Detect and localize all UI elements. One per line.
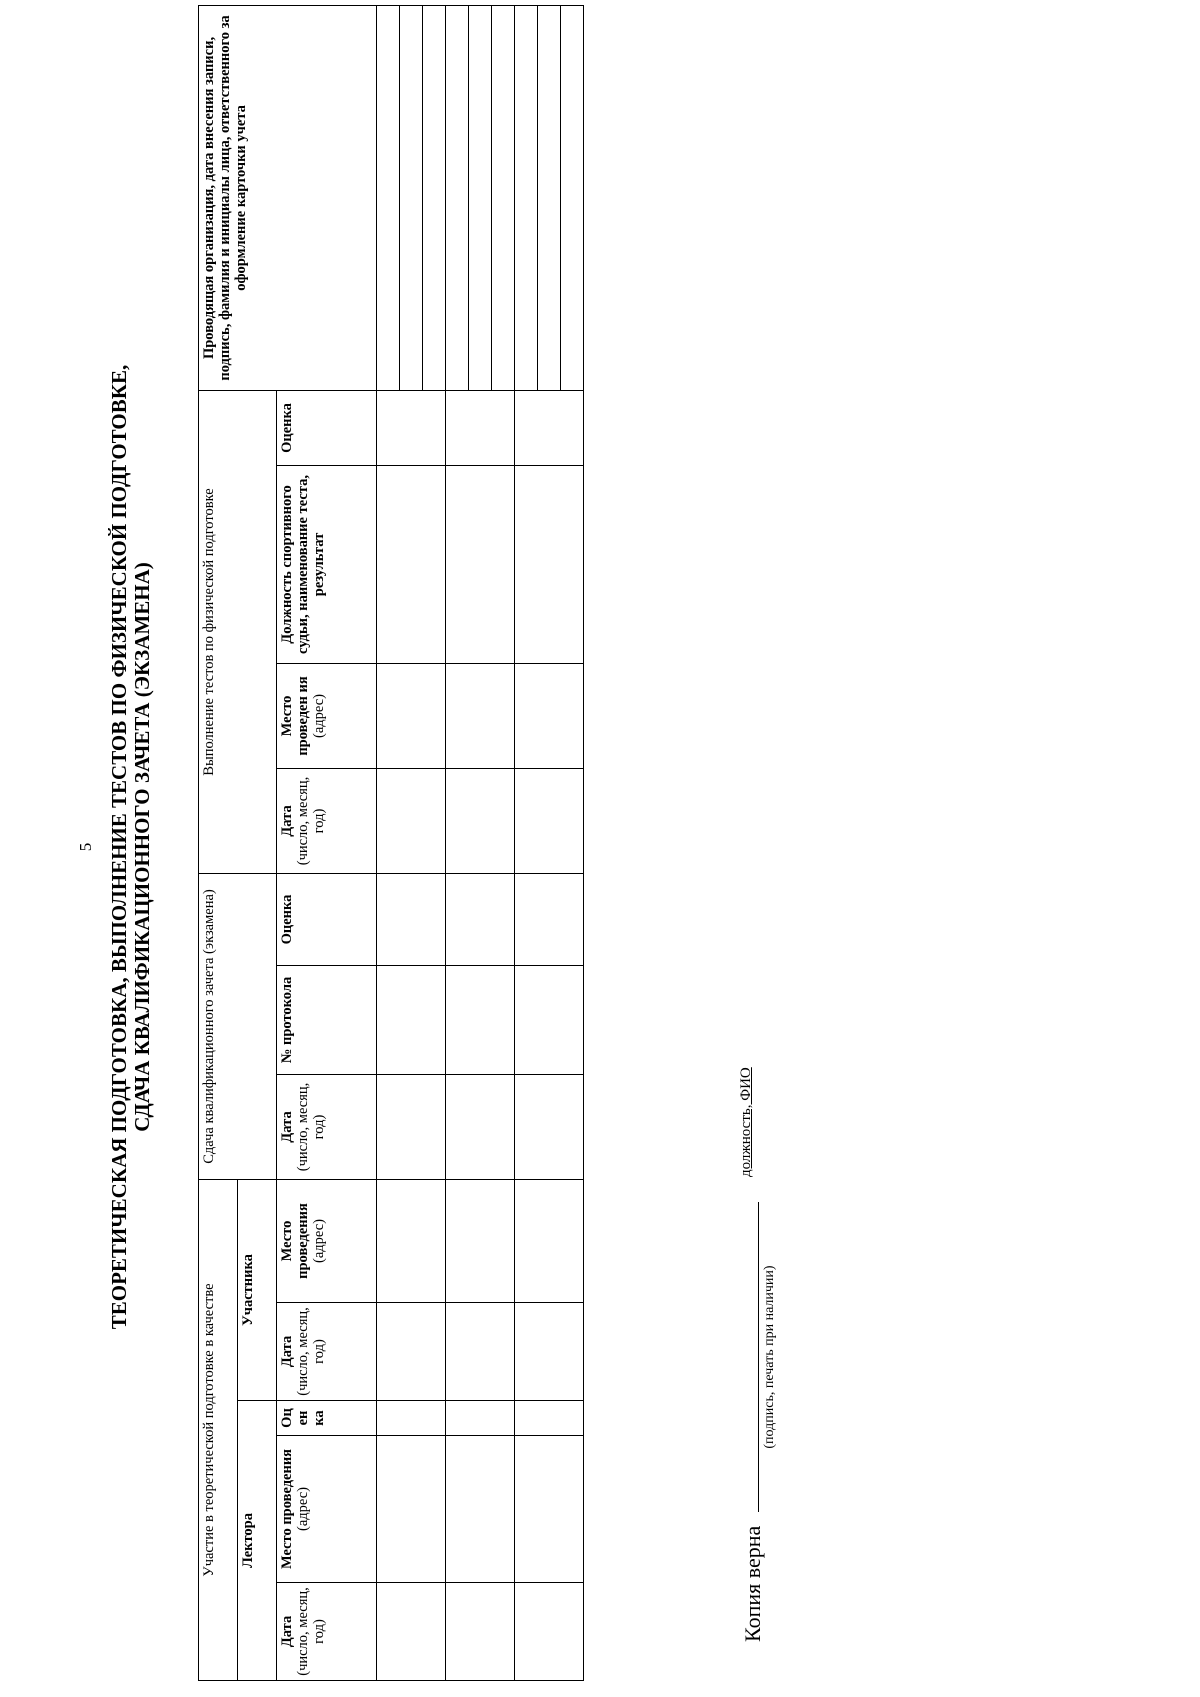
table-cell [515,1583,584,1681]
table-cell [515,1180,584,1303]
record-table [198,5,584,1681]
org-cell [515,5,584,390]
copy-verified-label: Копия верна [740,1525,765,1642]
header-exam-protocol: № протокола [277,966,377,1075]
table-cell [446,874,515,966]
header-participant: Участника [238,1180,277,1401]
table-cell [377,966,446,1075]
table-cell [515,664,584,769]
header-lector-date [277,1583,377,1681]
table-cell [515,1303,584,1401]
date-label: Дата [279,805,295,837]
place-label: Место проведения [279,1448,295,1570]
header-participant-date [277,1303,377,1401]
header-qualification-exam: Сдача квалификационного зачета (экзамена) [199,874,277,1180]
date-hint: (число, месяц, год) [295,1587,327,1676]
table-cell [446,966,515,1075]
table-row [515,5,584,1680]
header-organization: Проводящая организация, дата внесения записи, подпись, фамилия и инициалы лица, ответственного за оформление карточки учета [199,5,377,390]
table-cell [515,1401,584,1436]
table-cell [515,1436,584,1583]
header-test-place [277,664,377,769]
table-cell [377,664,446,769]
table-row [377,5,446,1680]
table-cell [377,1303,446,1401]
table-cell [446,1401,515,1436]
page-number: 5 [76,842,95,852]
table-cell [377,1436,446,1583]
header-exam-date [277,1075,377,1180]
header-exam-grade: Оценка [277,874,377,966]
page-title [108,117,154,1577]
table-cell [515,769,584,874]
header-physical-tests: Выполнение тестов по физической подготовке [199,390,277,873]
signature-line [758,1202,759,1512]
table-cell [377,874,446,966]
table-cell [446,390,515,465]
table-cell [446,1180,515,1303]
signature-hint: (подпись, печать при наличии) [762,1265,777,1449]
date-hint: (число, месяц, год) [295,1307,327,1396]
title-line-1: ТЕОРЕТИЧЕСКАЯ ПОДГОТОВКА, ВЫПОЛНЕНИЕ ТЕСТОВ ПО ФИЗИЧЕСКОЙ ПОДГОТОВКЕ, [107,364,131,1330]
place-label: Место проведен ия [279,676,311,756]
table-cell [446,1436,515,1583]
table-cell [446,1075,515,1180]
org-cell [446,5,515,390]
header-test-grade: Оценка [277,390,377,465]
header-participant-place [277,1180,377,1303]
date-label: Дата [279,1335,295,1368]
table-cell [446,1303,515,1401]
table-row [446,5,515,1680]
place-hint: (адрес) [295,1487,311,1531]
table-cell [515,874,584,966]
place-label: Место проведения [279,1203,311,1279]
header-lector: Лектора [238,1401,277,1681]
position-name-label: должность, ФИО [738,1067,754,1177]
header-lector-grade: Оц ен ка [277,1401,377,1436]
date-hint: (число, месяц, год) [295,1082,327,1172]
table-cell [377,769,446,874]
table-cell [515,390,584,465]
table-cell [446,664,515,769]
header-lector-place [277,1436,377,1583]
header-theory-participation: Участие в теоретической подготовке в качестве [199,1180,238,1681]
place-hint: (адрес) [311,1219,327,1263]
place-hint: (адрес) [311,694,327,738]
table-cell [446,769,515,874]
org-cell [377,5,446,390]
table-cell [377,1401,446,1436]
table-cell [515,1075,584,1180]
table-cell [377,1075,446,1180]
table-cell [515,966,584,1075]
table-cell [377,1583,446,1681]
table-cell [515,466,584,664]
table-cell [377,390,446,465]
table-cell [377,466,446,664]
table-cell [377,1180,446,1303]
table-cell [446,1583,515,1681]
header-test-date [277,769,377,874]
table-cell [446,466,515,664]
title-line-2: СДАЧА КВАЛИФИКАЦИОННОГО ЗАЧЕТА (ЭКЗАМЕНА) [130,562,154,1132]
date-label: Дата [279,1111,295,1143]
date-label: Дата [279,1615,295,1648]
date-hint: (число, месяц, год) [295,776,327,866]
header-test-judge: Должность спортивного судьи, наименование теста, результат [277,466,377,664]
